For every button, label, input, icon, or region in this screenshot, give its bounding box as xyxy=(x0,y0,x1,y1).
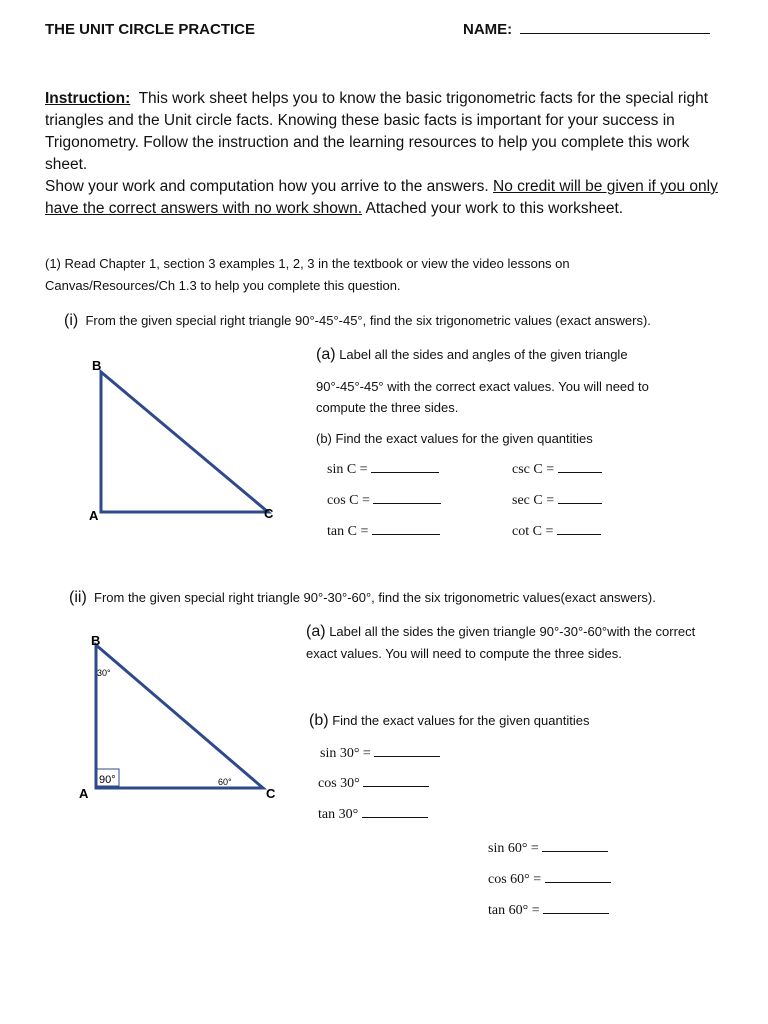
cot-c-blank[interactable] xyxy=(557,522,601,535)
part-i-a-line-1 xyxy=(316,346,628,364)
csc-c-item[interactable] xyxy=(512,460,602,478)
part-ii-a-marker: (a) xyxy=(306,623,326,640)
csc-c-blank[interactable] xyxy=(558,460,602,473)
part-i-a-text: Label all the sides and angles of the given triangle xyxy=(339,347,628,362)
name-field[interactable] xyxy=(463,21,710,38)
tan-30-item[interactable] xyxy=(318,805,428,823)
vertex-c-label-2: C xyxy=(266,786,276,801)
instructions-para-2 xyxy=(45,176,735,220)
triangle-45-45-90 xyxy=(80,355,290,530)
name-label: NAME: xyxy=(463,21,513,38)
cos-c-blank[interactable] xyxy=(373,491,441,504)
part-ii-b-text: Find the exact values for the given quantities xyxy=(332,713,590,728)
cos-60-item[interactable] xyxy=(488,870,611,888)
name-blank[interactable] xyxy=(520,21,710,34)
sin-60-item[interactable] xyxy=(488,839,608,857)
triangle-45-shape xyxy=(101,372,268,512)
sin-30-item[interactable] xyxy=(320,744,440,762)
tan-c-label: tan C = xyxy=(327,524,369,539)
part-ii-marker: (ii) xyxy=(69,589,87,606)
cos-30-item[interactable] xyxy=(318,774,429,792)
sin-30-label: sin 30° = xyxy=(320,746,371,761)
no-credit-warning: No credit will be given if you only have the correct answers with no work shown. xyxy=(45,178,718,217)
vertex-c-label: C xyxy=(264,506,274,521)
instruction-text-2: Show your work and computation how you arrive to the answers. xyxy=(45,178,494,195)
tan-30-blank[interactable] xyxy=(362,805,428,818)
question-1-line-2: Canvas/Resources/Ch 1.3 to help you complete this question. xyxy=(45,278,401,293)
part-i-b-text: (b) Find the exact values for the given quantities xyxy=(316,431,593,446)
cos-30-blank[interactable] xyxy=(363,774,429,787)
part-ii-heading xyxy=(69,589,656,607)
tan-60-label: tan 60° = xyxy=(488,903,540,918)
vertex-b-label-2: B xyxy=(91,633,101,648)
angle-90-label: 90° xyxy=(99,774,116,786)
instruction-text: This work sheet helps you to know the basic trigonometric facts for the special right triangles and the Unit circle facts. Knowing these basic facts is important for your success in Trigonometry. Follow the instruction and the learning resources to help you complete this work sheet. xyxy=(45,90,709,173)
tan-60-blank[interactable] xyxy=(543,901,609,914)
part-ii-a-line-1 xyxy=(306,623,695,641)
sin-c-item[interactable] xyxy=(327,460,439,478)
sin-60-blank[interactable] xyxy=(542,839,608,852)
tan-c-blank[interactable] xyxy=(372,522,440,535)
tan-60-item[interactable] xyxy=(488,901,609,919)
triangle-30-shape xyxy=(96,645,263,788)
part-ii-b-marker: (b) xyxy=(309,712,329,729)
angle-60-label: 60° xyxy=(218,777,232,787)
instructions xyxy=(45,88,735,220)
angle-30-label: 30° xyxy=(97,668,111,678)
part-i-text: From the given special right triangle 90°-45°-45°, find the six trigonometric values (exact answers). xyxy=(85,313,651,328)
cos-60-blank[interactable] xyxy=(545,870,611,883)
tan-c-item[interactable] xyxy=(327,522,440,540)
sin-30-blank[interactable] xyxy=(374,744,440,757)
csc-c-label: csc C = xyxy=(512,462,555,477)
instruction-label: Instruction: xyxy=(45,90,131,107)
sec-c-item[interactable] xyxy=(512,491,602,509)
instruction-text-3: Attached your work to this worksheet. xyxy=(362,200,624,217)
part-i-marker: (i) xyxy=(64,312,79,329)
instructions-para-1 xyxy=(45,88,735,176)
sec-c-label: sec C = xyxy=(512,493,555,508)
sin-c-label: sin C = xyxy=(327,462,368,477)
triangle-30-60-90 xyxy=(75,630,290,805)
vertex-a-label: A xyxy=(89,508,99,523)
part-ii-text: From the given special right triangle 90°-30°-60°, find the six trigonometric values(exact answers). xyxy=(94,590,656,605)
part-ii-b-line xyxy=(309,712,589,730)
part-ii-a-text: Label all the sides the given triangle 90°-30°-60°with the correct xyxy=(329,624,696,639)
vertex-a-label-2: A xyxy=(79,786,89,801)
sin-c-blank[interactable] xyxy=(371,460,439,473)
cos-c-label: cos C = xyxy=(327,493,370,508)
cos-30-label: cos 30° xyxy=(318,776,360,791)
vertex-b-label: B xyxy=(92,358,102,373)
cot-c-label: cot C = xyxy=(512,524,554,539)
part-ii-a-line-2: exact values. You will need to compute the three sides. xyxy=(306,646,622,661)
question-1-line-1: (1) Read Chapter 1, section 3 examples 1, 2, 3 in the textbook or view the video lessons on xyxy=(45,256,570,271)
sin-60-label: sin 60° = xyxy=(488,841,539,856)
part-i-a-line-2: 90°-45°-45° with the correct exact values. You will need to xyxy=(316,379,649,394)
part-i-a-line-3: compute the three sides. xyxy=(316,400,459,415)
cos-60-label: cos 60° = xyxy=(488,872,542,887)
cot-c-item[interactable] xyxy=(512,522,601,540)
part-i-heading xyxy=(64,312,651,330)
part-i-a-marker: (a) xyxy=(316,346,336,363)
tan-30-label: tan 30° xyxy=(318,807,359,822)
cos-c-item[interactable] xyxy=(327,491,441,509)
sec-c-blank[interactable] xyxy=(558,491,602,504)
page-title: THE UNIT CIRCLE PRACTICE xyxy=(45,21,255,38)
